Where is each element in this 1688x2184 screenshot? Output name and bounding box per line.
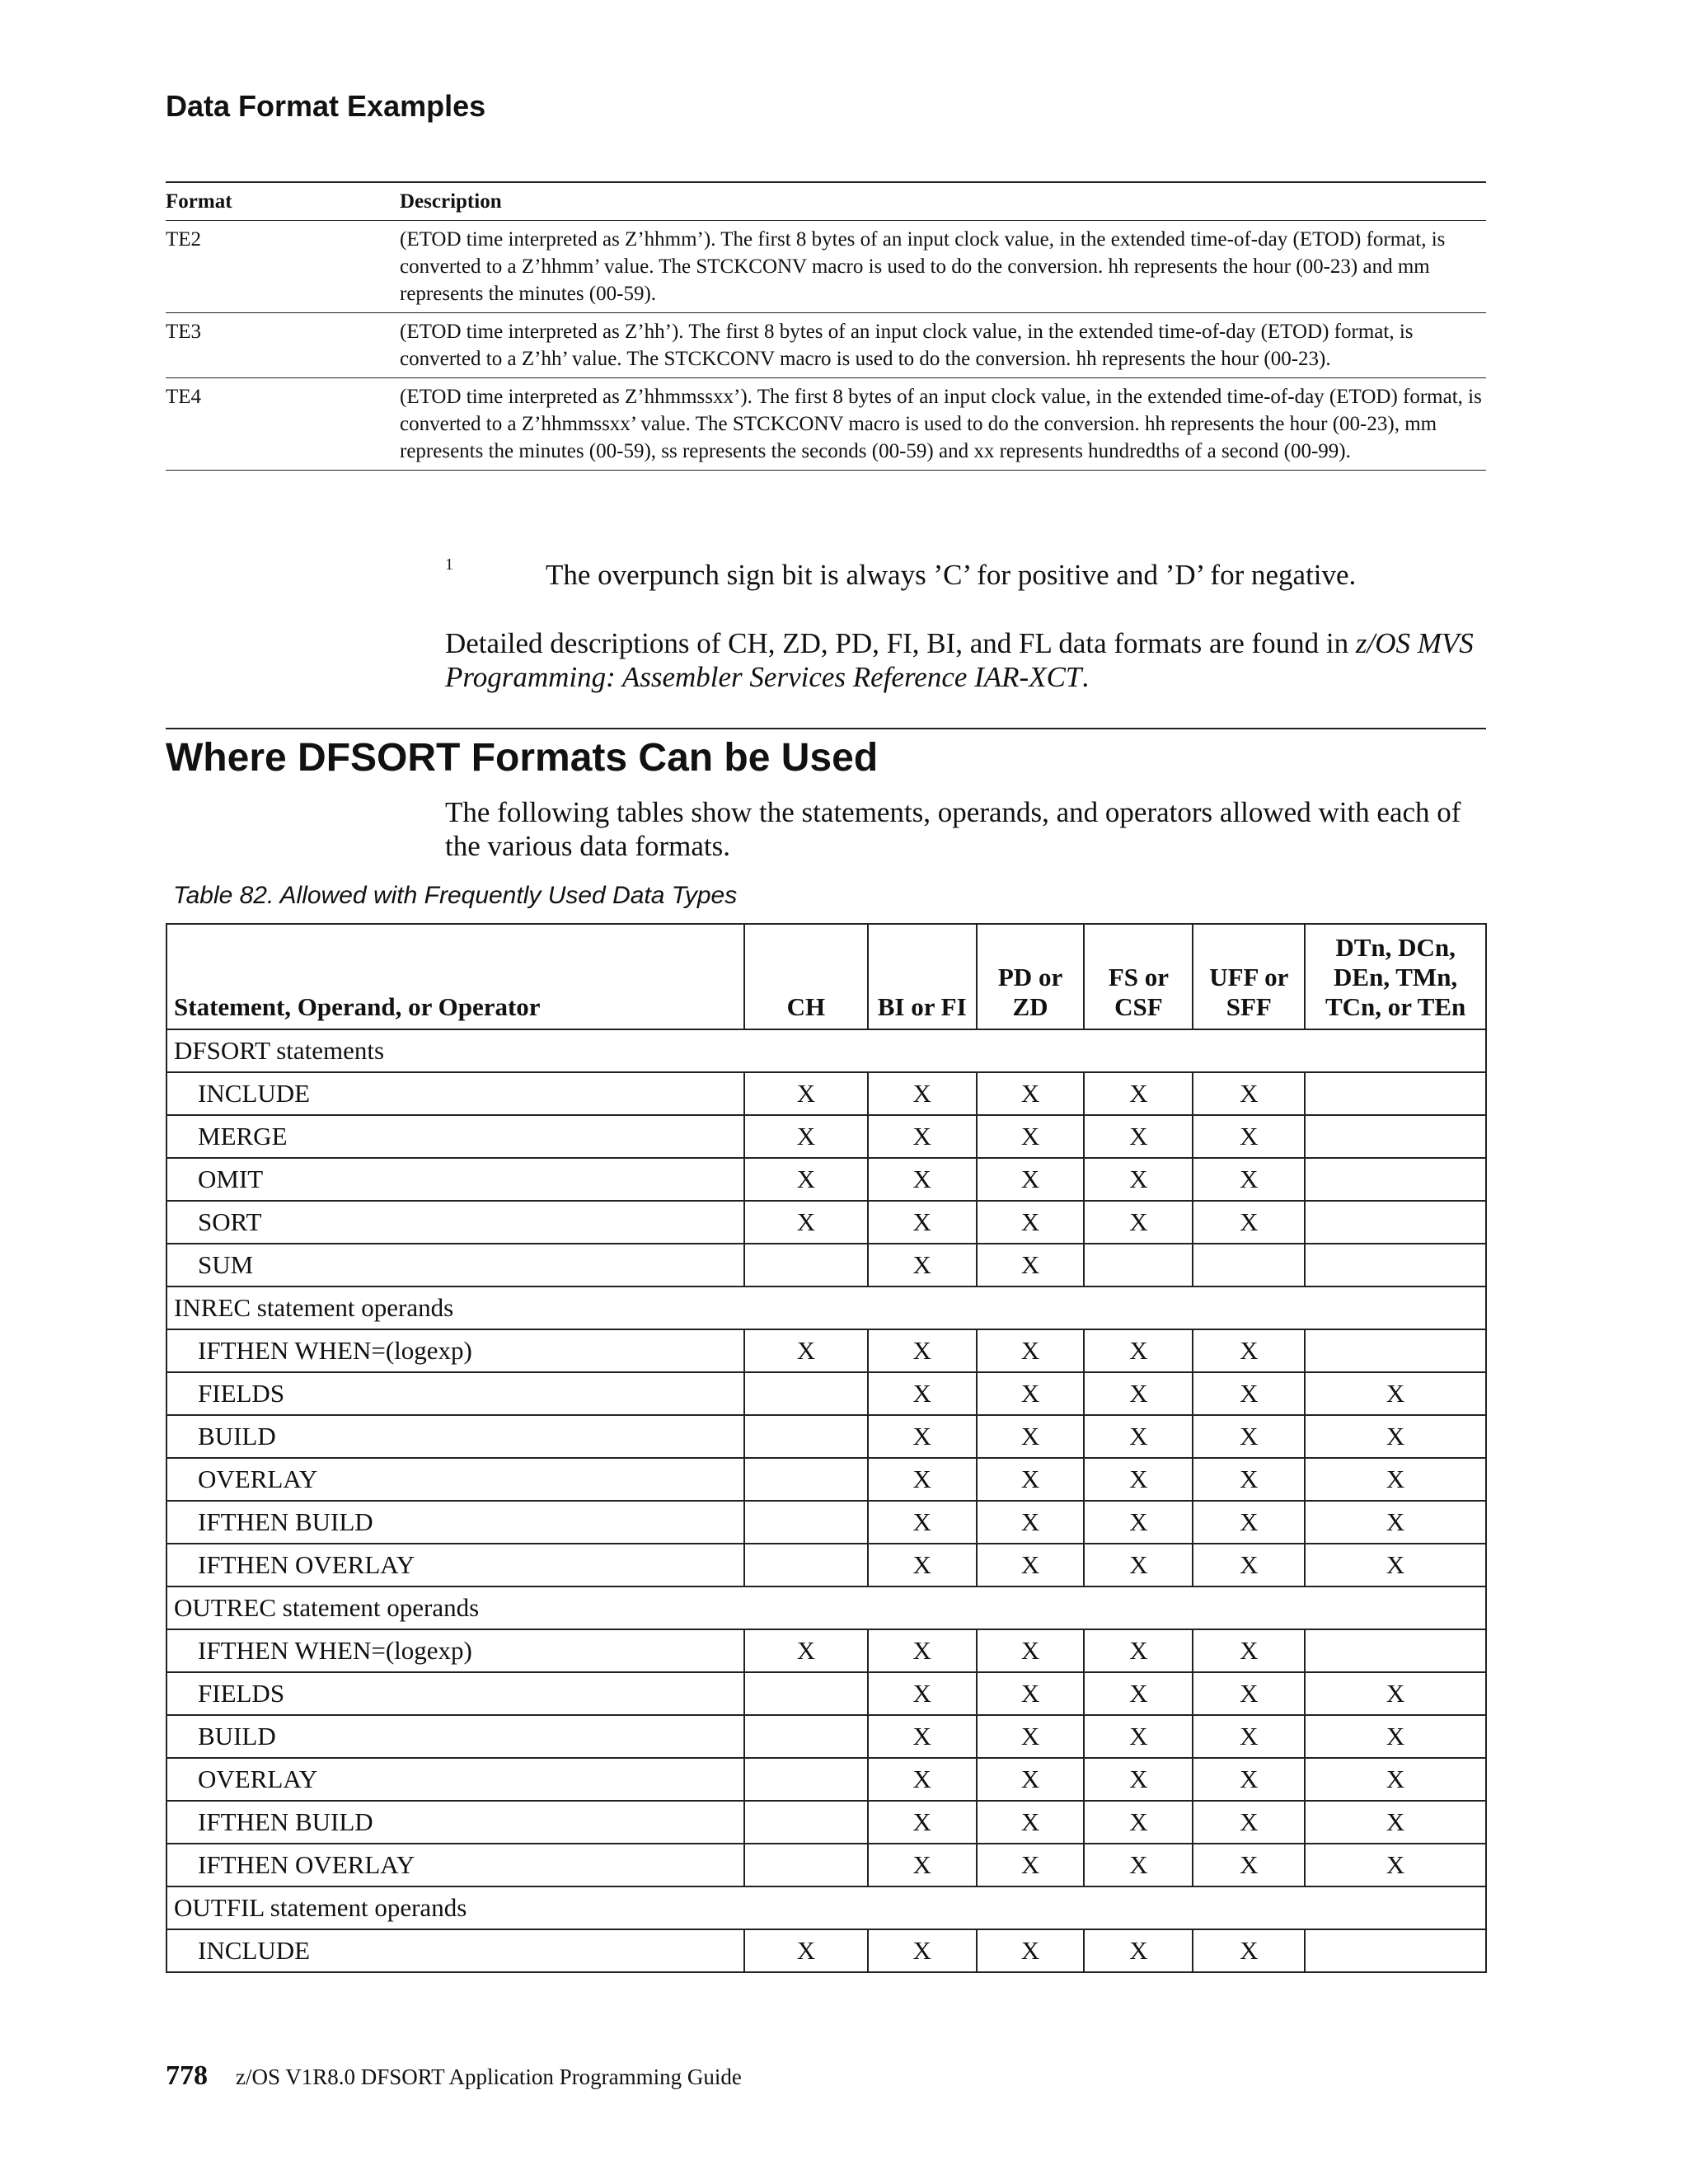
fs-csf-cell: [1084, 1244, 1193, 1286]
uff-sff-cell: X: [1193, 1415, 1305, 1458]
uff-sff-cell: X: [1193, 1329, 1305, 1372]
pd-zd-cell: X: [977, 1544, 1085, 1586]
table-row: [166, 1501, 1486, 1544]
uff-sff-cell: [1193, 1244, 1305, 1286]
group-row: [166, 1286, 1486, 1329]
bi-fi-cell: X: [868, 1244, 977, 1286]
ch-cell: [744, 1372, 868, 1415]
fs-csf-cell: X: [1084, 1115, 1193, 1158]
fs-csf-cell: X: [1084, 1501, 1193, 1544]
date-time-cell: X: [1305, 1372, 1486, 1415]
bi-fi-cell: X: [868, 1329, 977, 1372]
date-time-cell: [1305, 1072, 1486, 1115]
operand-label: OVERLAY: [166, 1758, 744, 1801]
uff-sff-cell: X: [1193, 1458, 1305, 1501]
date-time-cell: [1305, 1201, 1486, 1244]
ch-cell: X: [744, 1115, 868, 1158]
pd-zd-cell: X: [977, 1629, 1085, 1672]
uff-sff-cell: X: [1193, 1844, 1305, 1886]
format-code: TE4: [166, 378, 400, 471]
ch-cell: [744, 1501, 868, 1544]
bi-fi-cell: X: [868, 1929, 977, 1972]
bi-fi-cell: X: [868, 1501, 977, 1544]
operand-label: BUILD: [166, 1415, 744, 1458]
uff-sff-cell: X: [1193, 1758, 1305, 1801]
bi-fi-cell: X: [868, 1629, 977, 1672]
ch-cell: X: [744, 1929, 868, 1972]
table-row: [166, 1715, 1486, 1758]
pd-zd-cell: X: [977, 1072, 1085, 1115]
uff-sff-cell: X: [1193, 1201, 1305, 1244]
bi-fi-cell: X: [868, 1672, 977, 1715]
bi-fi-cell: X: [868, 1801, 977, 1844]
uff-sff-cell: X: [1193, 1372, 1305, 1415]
fs-csf-cell: X: [1084, 1158, 1193, 1201]
format-table-row: [166, 313, 1486, 378]
table-row: [166, 1115, 1486, 1158]
table-row: [166, 1415, 1486, 1458]
pd-zd-cell: X: [977, 1929, 1085, 1972]
bi-fi-column-header: BI or FI: [868, 924, 977, 1029]
format-table-row: [166, 221, 1486, 313]
table-row: [166, 1672, 1486, 1715]
operand-label: MERGE: [166, 1115, 744, 1158]
table-row: [166, 1929, 1486, 1972]
ch-cell: [744, 1458, 868, 1501]
table-row: [166, 1158, 1486, 1201]
pd-zd-cell: X: [977, 1801, 1085, 1844]
group-label: OUTFIL statement operands: [166, 1886, 1486, 1929]
format-description: (ETOD time interpreted as Z’hhmmssxx’). The first 8 bytes of an input clock value, in the extended time-of-day (ETOD) format, is converted to a Z’hhmmssxx’ value. The STCKCONV macro is used to do the conversion. hh represents the hour (00-23), mm represents the minutes (00-59), ss represents the seconds (00-59) and xx represents hundredths of a second (00-99).: [400, 378, 1486, 471]
table-row: [166, 1244, 1486, 1286]
operand-label: FIELDS: [166, 1372, 744, 1415]
operand-label: IFTHEN WHEN=(logexp): [166, 1629, 744, 1672]
pd-zd-cell: X: [977, 1458, 1085, 1501]
bi-fi-cell: X: [868, 1158, 977, 1201]
table-row: [166, 1629, 1486, 1672]
fs-csf-cell: X: [1084, 1844, 1193, 1886]
intro-paragraph: The following tables show the statements, operands, and operators allowed with each of the various data formats.: [445, 796, 1461, 862]
detail-text: Detailed descriptions of CH, ZD, PD, FI, BI, and FL data formats are found in: [445, 627, 1356, 659]
bi-fi-cell: X: [868, 1372, 977, 1415]
uff-sff-cell: X: [1193, 1072, 1305, 1115]
bi-fi-cell: X: [868, 1758, 977, 1801]
table-row: [166, 1372, 1486, 1415]
table-row: [166, 1072, 1486, 1115]
bi-fi-cell: X: [868, 1415, 977, 1458]
ch-cell: [744, 1415, 868, 1458]
group-row: [166, 1029, 1486, 1072]
bi-fi-cell: X: [868, 1201, 977, 1244]
pd-zd-cell: X: [977, 1758, 1085, 1801]
running-head: Data Format Examples: [166, 89, 486, 123]
fs-csf-cell: X: [1084, 1544, 1193, 1586]
format-table-header-row: [166, 182, 1486, 221]
uff-sff-cell: X: [1193, 1544, 1305, 1586]
detail-citation: z/OS MVS Programming: Assembler Services Reference IAR-XCT: [445, 627, 1474, 693]
operand-label: OVERLAY: [166, 1458, 744, 1501]
pd-zd-cell: X: [977, 1201, 1085, 1244]
operand-label: INCLUDE: [166, 1072, 744, 1115]
ch-cell: X: [744, 1072, 868, 1115]
book-title: z/OS V1R8.0 DFSORT Application Programming Guide: [236, 2064, 742, 2089]
date-time-cell: X: [1305, 1758, 1486, 1801]
fs-csf-cell: X: [1084, 1758, 1193, 1801]
grid-body: [166, 1029, 1486, 1972]
uff-sff-cell: X: [1193, 1715, 1305, 1758]
date-time-cell: [1305, 1629, 1486, 1672]
ch-cell: [744, 1544, 868, 1586]
fs-csf-cell: X: [1084, 1801, 1193, 1844]
date-time-cell: [1305, 1929, 1486, 1972]
ch-cell: X: [744, 1329, 868, 1372]
detail-text-end: .: [1081, 661, 1090, 693]
date-time-cell: [1305, 1329, 1486, 1372]
date-time-cell: X: [1305, 1415, 1486, 1458]
pd-zd-cell: X: [977, 1844, 1085, 1886]
ch-cell: [744, 1844, 868, 1886]
group-row: [166, 1886, 1486, 1929]
format-table-row: [166, 378, 1486, 471]
date-time-cell: X: [1305, 1501, 1486, 1544]
bi-fi-cell: X: [868, 1544, 977, 1586]
ch-cell: [744, 1758, 868, 1801]
pd-zd-cell: X: [977, 1244, 1085, 1286]
group-label: OUTREC statement operands: [166, 1586, 1486, 1629]
uff-sff-cell: X: [1193, 1801, 1305, 1844]
uff-sff-cell: X: [1193, 1158, 1305, 1201]
bi-fi-cell: X: [868, 1715, 977, 1758]
pd-zd-cell: X: [977, 1329, 1085, 1372]
uff-sff-cell: X: [1193, 1672, 1305, 1715]
fs-csf-cell: X: [1084, 1715, 1193, 1758]
date-time-cell: [1305, 1158, 1486, 1201]
fs-csf-cell: X: [1084, 1929, 1193, 1972]
detail-paragraph: [445, 626, 1488, 694]
table-row: [166, 1544, 1486, 1586]
format-code: TE2: [166, 221, 400, 313]
formats-usage-table: [166, 923, 1487, 1973]
fs-csf-cell: X: [1084, 1415, 1193, 1458]
table-row: [166, 1758, 1486, 1801]
pd-zd-cell: X: [977, 1115, 1085, 1158]
fs-csf-cell: X: [1084, 1672, 1193, 1715]
uff-sff-cell: X: [1193, 1115, 1305, 1158]
bi-fi-cell: X: [868, 1458, 977, 1501]
uff-sff-cell: X: [1193, 1501, 1305, 1544]
page-footer: [166, 2060, 742, 2092]
table-row: [166, 1329, 1486, 1372]
uff-sff-column-header: UFF or SFF: [1193, 924, 1305, 1029]
date-time-cell: X: [1305, 1672, 1486, 1715]
ch-cell: [744, 1244, 868, 1286]
table-caption: Table 82. Allowed with Frequently Used Data Types: [173, 882, 738, 909]
footnote-text: The overpunch sign bit is always ’C’ for positive and ’D’ for negative.: [546, 559, 1357, 591]
pd-zd-cell: X: [977, 1158, 1085, 1201]
date-time-cell: [1305, 1244, 1486, 1286]
ch-cell: [744, 1801, 868, 1844]
date-time-cell: X: [1305, 1458, 1486, 1501]
table-row: [166, 1801, 1486, 1844]
pd-zd-cell: X: [977, 1501, 1085, 1544]
format-description: (ETOD time interpreted as Z’hhmm’). The first 8 bytes of an input clock value, in the extended time-of-day (ETOD) format, is converted to a Z’hhmm’ value. The STCKCONV macro is used to do the conversion. hh represents the hour (00-23) and mm represents the minutes (00-59).: [400, 221, 1486, 313]
fs-csf-cell: X: [1084, 1629, 1193, 1672]
operand-label: IFTHEN OVERLAY: [166, 1844, 744, 1886]
table-row: [166, 1201, 1486, 1244]
bi-fi-cell: X: [868, 1072, 977, 1115]
operand-label: SUM: [166, 1244, 744, 1286]
grid-header-row: [166, 924, 1486, 1029]
bi-fi-cell: X: [868, 1844, 977, 1886]
statement-column-header: Statement, Operand, or Operator: [166, 924, 744, 1029]
date-time-cell: X: [1305, 1801, 1486, 1844]
fs-csf-cell: X: [1084, 1372, 1193, 1415]
section-title: Where DFSORT Formats Can be Used: [166, 736, 879, 780]
date-time-cell: X: [1305, 1844, 1486, 1886]
ch-cell: [744, 1715, 868, 1758]
format-code: TE3: [166, 313, 400, 378]
pd-zd-cell: X: [977, 1415, 1085, 1458]
date-time-cell: X: [1305, 1715, 1486, 1758]
description-column-header: Description: [400, 182, 1486, 221]
operand-label: BUILD: [166, 1715, 744, 1758]
uff-sff-cell: X: [1193, 1629, 1305, 1672]
page-number: 778: [166, 2060, 208, 2091]
date-time-column-header: DTn, DCn, DEn, TMn, TCn, or TEn: [1305, 924, 1486, 1029]
operand-label: IFTHEN BUILD: [166, 1501, 744, 1544]
ch-cell: X: [744, 1158, 868, 1201]
pd-zd-cell: X: [977, 1372, 1085, 1415]
operand-label: IFTHEN BUILD: [166, 1801, 744, 1844]
ch-cell: X: [744, 1201, 868, 1244]
ch-cell: X: [744, 1629, 868, 1672]
fs-csf-cell: X: [1084, 1458, 1193, 1501]
operand-label: IFTHEN WHEN=(logexp): [166, 1329, 744, 1372]
format-description: (ETOD time interpreted as Z’hh’). The first 8 bytes of an input clock value, in the extended time-of-day (ETOD) format, is converted to a Z’hh’ value. The STCKCONV macro is used to do the conversion. hh represents the hour (00-23).: [400, 313, 1486, 378]
group-label: DFSORT statements: [166, 1029, 1486, 1072]
footnote-mark: 1: [445, 555, 453, 574]
date-time-cell: [1305, 1115, 1486, 1158]
table-row: [166, 1844, 1486, 1886]
pd-zd-cell: X: [977, 1715, 1085, 1758]
fs-csf-cell: X: [1084, 1072, 1193, 1115]
bi-fi-cell: X: [868, 1115, 977, 1158]
format-column-header: Format: [166, 182, 400, 221]
fs-csf-cell: X: [1084, 1329, 1193, 1372]
table-row: [166, 1458, 1486, 1501]
operand-label: OMIT: [166, 1158, 744, 1201]
group-label: INREC statement operands: [166, 1286, 1486, 1329]
fs-csf-cell: X: [1084, 1201, 1193, 1244]
group-row: [166, 1586, 1486, 1629]
fs-csf-column-header: FS or CSF: [1084, 924, 1193, 1029]
operand-label: FIELDS: [166, 1672, 744, 1715]
date-time-cell: X: [1305, 1544, 1486, 1586]
operand-label: INCLUDE: [166, 1929, 744, 1972]
operand-label: IFTHEN OVERLAY: [166, 1544, 744, 1586]
ch-cell: [744, 1672, 868, 1715]
format-table: [166, 181, 1486, 471]
operand-label: SORT: [166, 1201, 744, 1244]
ch-column-header: CH: [744, 924, 868, 1029]
pd-zd-cell: X: [977, 1672, 1085, 1715]
uff-sff-cell: X: [1193, 1929, 1305, 1972]
section-rule: [166, 728, 1486, 729]
pd-zd-column-header: PD or ZD: [977, 924, 1085, 1029]
